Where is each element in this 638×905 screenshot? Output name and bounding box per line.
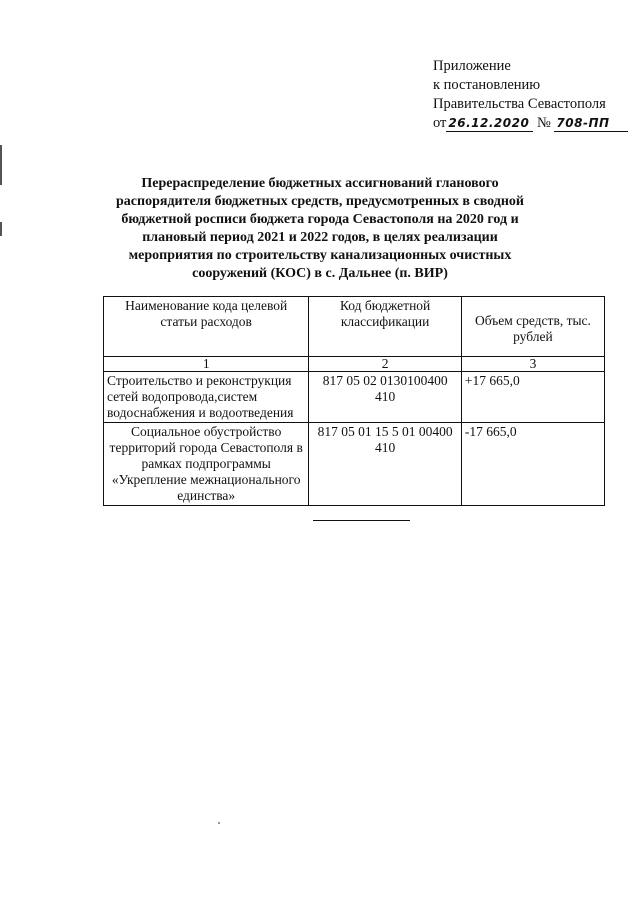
header-cell: Наименование кода целевой статьи расходов — [104, 297, 309, 357]
column-number: 3 — [461, 357, 604, 372]
table-header-row — [104, 297, 605, 357]
header-cell: Объем средств, тыс. рублей — [461, 297, 604, 357]
row-amount: -17 665,0 — [461, 423, 604, 506]
scan-edge-mark — [0, 222, 2, 236]
scan-speck — [218, 822, 220, 824]
appendix-date-number — [433, 114, 628, 133]
row-name: Социальное обустройство территорий города Севастополя в рамках подпрограммы «Укрепление межнационального единства» — [104, 423, 309, 506]
appendix-line: Приложение — [433, 58, 511, 74]
table-row — [104, 372, 605, 423]
row-code: 817 05 02 0130100400 410 — [309, 372, 462, 423]
handwritten-date: 26.12.2020 — [448, 116, 530, 130]
column-number-row — [104, 357, 605, 372]
appendix-line: к постановлению — [433, 77, 541, 93]
appendix-header — [433, 57, 628, 133]
end-divider — [313, 520, 410, 521]
row-name: Строительство и реконструкция сетей водопровода,систем водоснабжения и водоотведения — [104, 372, 309, 423]
row-amount: +17 665,0 — [461, 372, 604, 423]
row-code: 817 05 01 15 5 01 00400 410 — [309, 423, 462, 506]
header-cell: Код бюджетной классификации — [309, 297, 462, 357]
scan-edge-mark — [0, 145, 2, 185]
column-number: 2 — [309, 357, 462, 372]
appendix-line: Правительства Севастополя — [433, 96, 606, 112]
number-sign: № — [536, 115, 551, 131]
table-row — [104, 423, 605, 506]
column-number: 1 — [104, 357, 309, 372]
budget-table — [103, 296, 605, 506]
handwritten-number: 708-ПП — [556, 116, 610, 130]
from-prefix: от — [433, 115, 447, 131]
document-title: Перераспределение бюджетных ассигнований гланового распорядителя бюджетных средств, предусмотренных в сводной бюджетной росписи бюджета города Севастополя на 2020 год и плановый период 2021 и 2022 годов, в целях реализации мероприятия по строительству канализационных очистных сооружений (КОС) в с. Дальнее (п. ВИР) — [116, 176, 524, 281]
